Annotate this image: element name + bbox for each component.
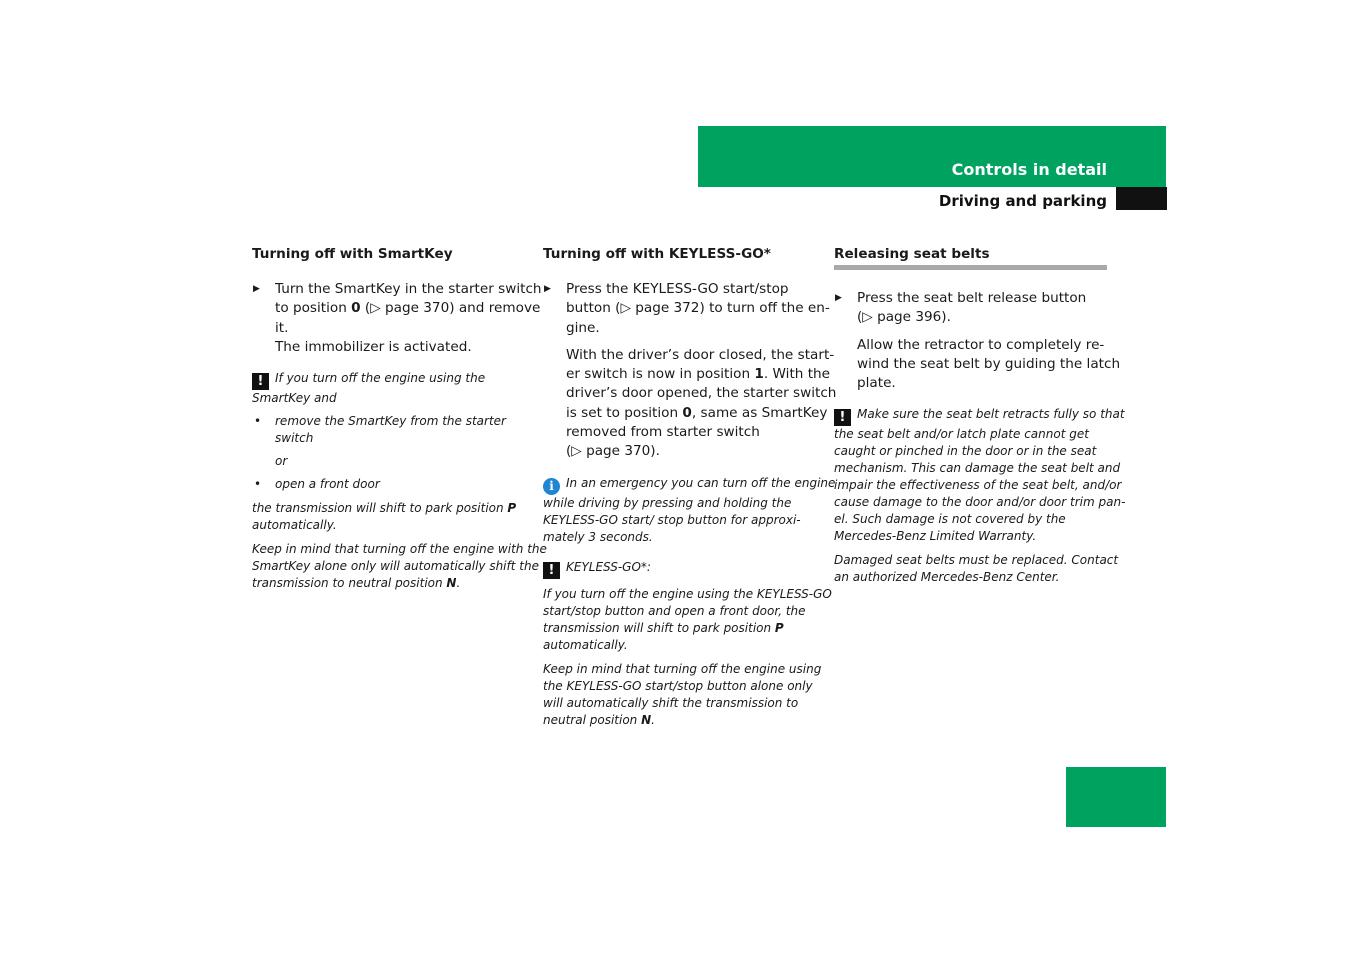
arrow-icon: ▶ <box>544 284 551 294</box>
column-seat-belts <box>834 244 1126 586</box>
section-title: Driving and parking <box>938 192 1107 210</box>
heading-seat-belts: Releasing seat belts <box>834 244 1107 270</box>
bullet-icon: • <box>254 414 262 429</box>
heading-smartkey: Turning off with SmartKey <box>252 246 453 262</box>
arrow-icon: ▶ <box>835 293 842 303</box>
bullet-icon: • <box>254 477 262 492</box>
warning-note-keyless-go: ! KEYLESS-GO*: If you turn off the engine using the KEYLESS-GO start/stop button and open a front door, the transmission will shift to park position P automatically. Keep in mind that turning off the engine using the KEYLESS-GO start/stop button alone only will automatically shift the transmission to neutral position N. <box>543 559 832 727</box>
page-number: 425 <box>1258 772 1292 791</box>
chapter-title: Controls in detail <box>951 160 1107 179</box>
step-keyless-go: ▶ Press the KEYLESS-GO start/stop button (▷ page 372) to turn off the en- gine. <box>544 281 830 336</box>
step-result: The immobilizer is activated. <box>275 338 472 355</box>
warning-icon: ! <box>543 562 560 579</box>
info-icon: i <box>543 478 560 495</box>
column-keyless-go <box>543 244 837 729</box>
paragraph-door-position: With the driver’s door closed, the start- er switch is now in position 1. With the driver’s door opened, the starter switch is set to position 0, same as SmartKey removed from starter switch (▷ page 370). <box>566 346 837 460</box>
heading-keyless-go: Turning off with KEYLESS-GO* <box>543 246 771 262</box>
column-smartkey <box>252 244 547 592</box>
warning-note-smartkey: ! If you turn off the engine using the SmartKey and • remove the SmartKey from the starter switch or • open a front door the transmission will shift to park position P automatically. Keep in mind that turning off the engine with the SmartKey alone only will automatically shift the transmission to neutral position N. <box>252 371 547 591</box>
step-smartkey: ▶ Turn the SmartKey in the starter switch to position 0 (▷ page 370) and remove it. The immobilizer is activated. <box>252 280 527 357</box>
section-marker <box>1116 187 1167 210</box>
paragraph-retractor: Allow the retractor to completely re- wind the seat belt by guiding the latch plate. <box>857 336 1121 392</box>
warning-note-seat-belts: ! Make sure the seat belt retracts fully so that the seat belt and/or latch plate cannot get caught or pinched in the door or in the seat mechanism. This can damage the seat belt and impair the effectiveness of the seat belt, and/or cause damage to the door and/or door trim pan- el. Such damage is not covered by the Mercedes-Benz Limited Warranty. Damaged seat belts must be replaced. Contact an authorized Mercedes-Benz Center. <box>834 407 1126 585</box>
warning-icon: ! <box>834 409 851 426</box>
step-seat-belts: ▶ Press the seat belt release button (▷ page 396). <box>835 290 1087 326</box>
page-number-box <box>1066 767 1166 827</box>
arrow-icon: ▶ <box>253 284 260 294</box>
list-item: • remove the SmartKey from the starter switch <box>254 414 506 446</box>
warning-icon: ! <box>252 373 269 390</box>
info-note-emergency: i In an emergency you can turn off the engine while driving by pressing and holding the KEYLESS-GO start/ stop button for approxi- mately 3 seconds. <box>543 475 836 544</box>
list-item: • open a front door <box>254 477 380 492</box>
